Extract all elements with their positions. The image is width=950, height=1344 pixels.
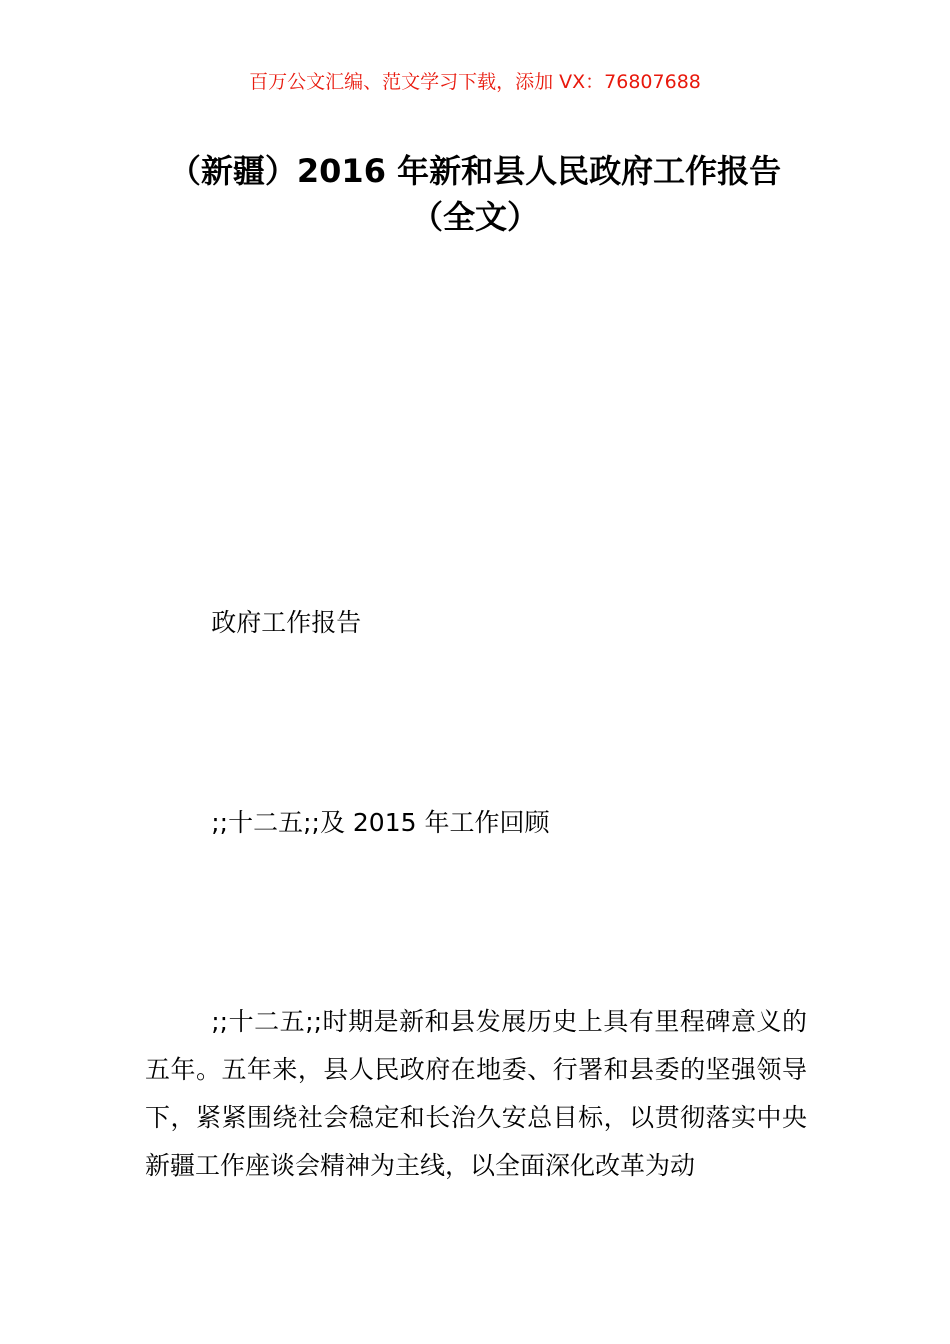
document-title xyxy=(145,148,805,240)
section-heading-report: 政府工作报告 xyxy=(211,608,362,637)
section-heading-review: ;;十二五;;及 2015 年工作回顾 xyxy=(211,808,550,837)
header-promo-text: 百万公文汇编、范文学习下载，添加 VX：76807688 xyxy=(249,71,701,93)
document-title-line-2: （全文） xyxy=(410,198,539,236)
body-paragraph: ;;十二五;;时期是新和县发展历史上具有里程碑意义的五年。五年来，县人民政府在地委、行署和县委的坚强领导下，紧紧围绕社会稳定和长治久安总目标，以贯彻落实中央新疆工作座谈会精神为主线，以全面深化改革为动 xyxy=(145,1007,807,1180)
document-title-line-1: （新疆）2016 年新和县人民政府工作报告 xyxy=(168,152,782,190)
